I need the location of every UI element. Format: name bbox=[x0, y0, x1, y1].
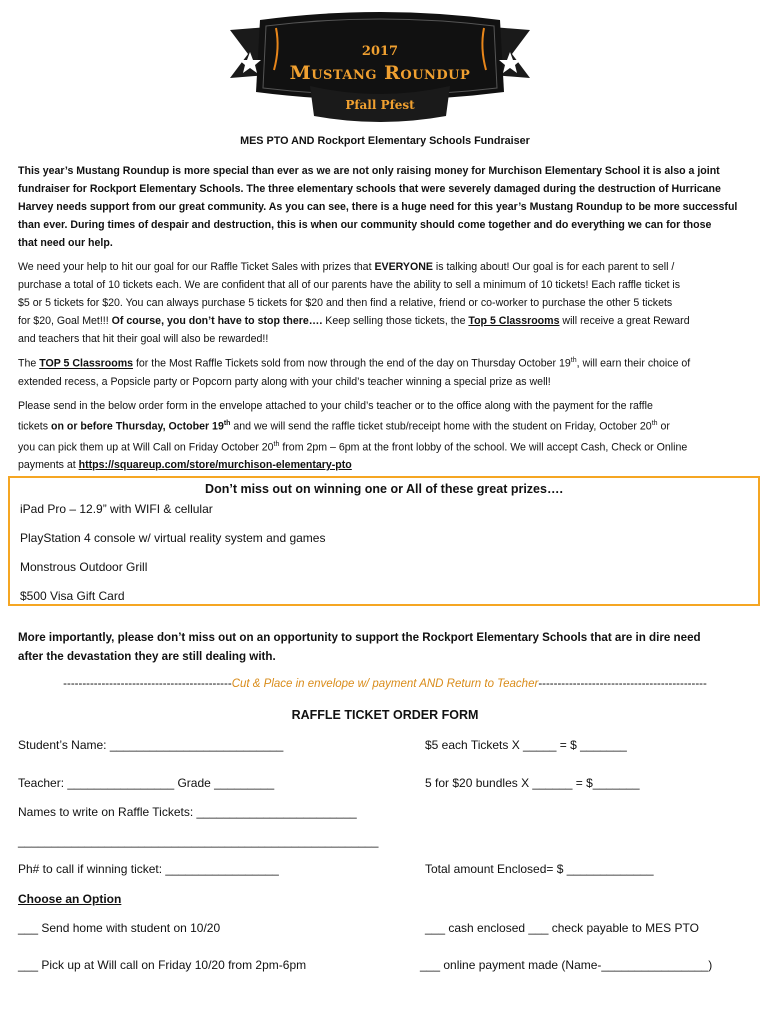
send-paragraph bbox=[18, 397, 756, 474]
superscript: th bbox=[651, 420, 658, 427]
top5-text: , will earn their choice of bbox=[576, 357, 691, 370]
goal-text: Keep selling those tickets, the bbox=[322, 315, 469, 327]
support-line: More importantly, please don’t miss out on an opportunity to support the Rockport Elementary Schools that are in dire need bbox=[18, 631, 701, 644]
goal-everyone-emphasis: EVERYONE bbox=[374, 261, 433, 273]
goal-text: purchase a total of 10 tickets each. We are confident that all of our parents have the ability to sell a minimum of 10 tickets! Each raffle ticket is bbox=[18, 279, 681, 291]
prize-item: Monstrous Outdoor Grill bbox=[20, 560, 148, 574]
goal-text: We need your help to hit our goal for our Raffle Ticket Sales with prizes that bbox=[18, 261, 375, 273]
goal-emphasis: Of course, you don’t have to stop there…. bbox=[111, 315, 323, 327]
prize-item: iPad Pro – 12.9” with WIFI & cellular bbox=[20, 502, 213, 516]
support-paragraph bbox=[18, 628, 756, 666]
banner-title: Mustang Roundup bbox=[289, 62, 471, 84]
top5-text: extended recess, a Popsicle party or Popcorn party along with your child’s teacher winning a special prize as well! bbox=[18, 375, 551, 388]
intro-line: than ever. During times of despair and destruction, this is when our community should come together and do everything we can for those bbox=[18, 219, 712, 231]
phone-field[interactable]: Ph# to call if winning ticket: _________________ bbox=[18, 862, 279, 876]
prizes-box bbox=[8, 476, 760, 606]
bundles-field[interactable]: 5 for $20 bundles X ______ = $_______ bbox=[425, 776, 640, 790]
intro-line: fundraiser for Rockport Elementary Schools. The three elementary schools that were severely damaged during the destruction of Hurricane bbox=[18, 183, 721, 195]
send-text: Please send in the below order form in the envelope attached to your child’s teacher or to the office along with the payment for the raffle bbox=[18, 400, 653, 412]
teacher-grade-field[interactable]: Teacher: ________________ Grade _________ bbox=[18, 776, 275, 790]
intro-line: that need our help. bbox=[18, 237, 113, 249]
pick-up-option[interactable]: ___ Pick up at Will call on Friday 10/20 from 2pm-6pm bbox=[18, 958, 307, 972]
cut-dashes: -------------------------------------------- bbox=[63, 678, 232, 690]
names-continuation-line[interactable]: ______________________________________________________ bbox=[18, 834, 379, 848]
prize-item: PlayStation 4 console w/ virtual reality system and games bbox=[20, 531, 326, 545]
payment-link[interactable]: https://squareup.com/store/murchison-elementary-pto bbox=[78, 459, 352, 472]
deadline-emphasis: on or before Thursday, October 19 bbox=[50, 420, 224, 433]
goal-text: and teachers that hit their goal will also be rewarded!! bbox=[18, 333, 269, 345]
cut-dashes: -------------------------------------------- bbox=[538, 678, 707, 690]
cash-check-option[interactable]: ___ cash enclosed ___ check payable to MES PTO bbox=[425, 921, 699, 935]
top5-text: for the Most Raffle Tickets sold from now through the end of the day on Thursday October 19 bbox=[133, 357, 571, 370]
goal-paragraph bbox=[18, 258, 756, 348]
send-text: you can pick them up at Will Call on Friday October 20 bbox=[18, 441, 274, 454]
send-text: payments at bbox=[18, 459, 79, 472]
goal-text: is talking about! Our goal is for each parent to sell / bbox=[432, 261, 675, 273]
each-tickets-field[interactable]: $5 each Tickets X _____ = $ _______ bbox=[425, 738, 627, 752]
choose-option-label: Choose an Option bbox=[18, 892, 122, 906]
superscript: th bbox=[273, 440, 280, 448]
goal-text: for $20, Goal Met!!! bbox=[18, 315, 112, 327]
online-payment-option[interactable]: ___ online payment made (Name-________________) bbox=[420, 958, 713, 972]
send-text: or bbox=[657, 420, 670, 433]
top5-classrooms-emphasis: Top 5 Classrooms bbox=[468, 315, 560, 327]
banner-year: 2017 bbox=[361, 44, 399, 59]
order-form-title: RAFFLE TICKET ORDER FORM bbox=[291, 708, 479, 722]
intro-line: This year’s Mustang Roundup is more special than ever as we are not only raising money for Murchison Elementary School it is also a joint bbox=[18, 165, 720, 177]
send-text: tickets bbox=[18, 420, 51, 433]
send-home-option[interactable]: ___ Send home with student on 10/20 bbox=[18, 921, 221, 935]
total-enclosed-field[interactable]: Total amount Enclosed= $ _____________ bbox=[425, 862, 654, 876]
top5-classrooms-emphasis: TOP 5 Classrooms bbox=[39, 357, 134, 370]
prize-item: $500 Visa Gift Card bbox=[20, 589, 125, 603]
support-line: after the devastation they are still dealing with. bbox=[18, 650, 276, 663]
send-text: and we will send the raffle ticket stub/receipt home with the student on Friday, October 20 bbox=[230, 420, 652, 433]
cut-line bbox=[0, 678, 770, 690]
send-text: from 2pm – 6pm at the front lobby of the school. We will accept Cash, Check or Online bbox=[279, 441, 688, 454]
intro-line: Harvey needs support from our great community. As you can see, there is a huge need for this year’s Mustang Roundup to be more successful bbox=[18, 201, 738, 213]
student-name-field[interactable]: Student’s Name: __________________________ bbox=[18, 738, 284, 752]
prizes-title: Don’t miss out on winning one or All of these great prizes…. bbox=[205, 482, 563, 496]
mustang-roundup-banner bbox=[220, 8, 540, 126]
page-heading: MES PTO AND Rockport Elementary Schools Fundraiser bbox=[240, 135, 530, 147]
cut-instruction: Cut & Place in envelope w/ payment AND Return to Teacher bbox=[231, 678, 539, 690]
goal-text: $5 or 5 tickets for $20. You can always purchase 5 tickets for $20 and then find a relative, friend or co-worker to purchase the other 5 tickets bbox=[18, 297, 673, 309]
goal-text: will receive a great Reward bbox=[559, 315, 690, 327]
superscript: th bbox=[570, 357, 577, 364]
banner-subtitle: Pfall Pfest bbox=[345, 98, 415, 112]
names-to-write-field[interactable]: Names to write on Raffle Tickets: ________________________ bbox=[18, 805, 357, 819]
top5-paragraph bbox=[18, 352, 756, 391]
superscript: th bbox=[223, 420, 231, 427]
intro-paragraph bbox=[18, 162, 756, 252]
top5-text: The bbox=[18, 357, 40, 370]
